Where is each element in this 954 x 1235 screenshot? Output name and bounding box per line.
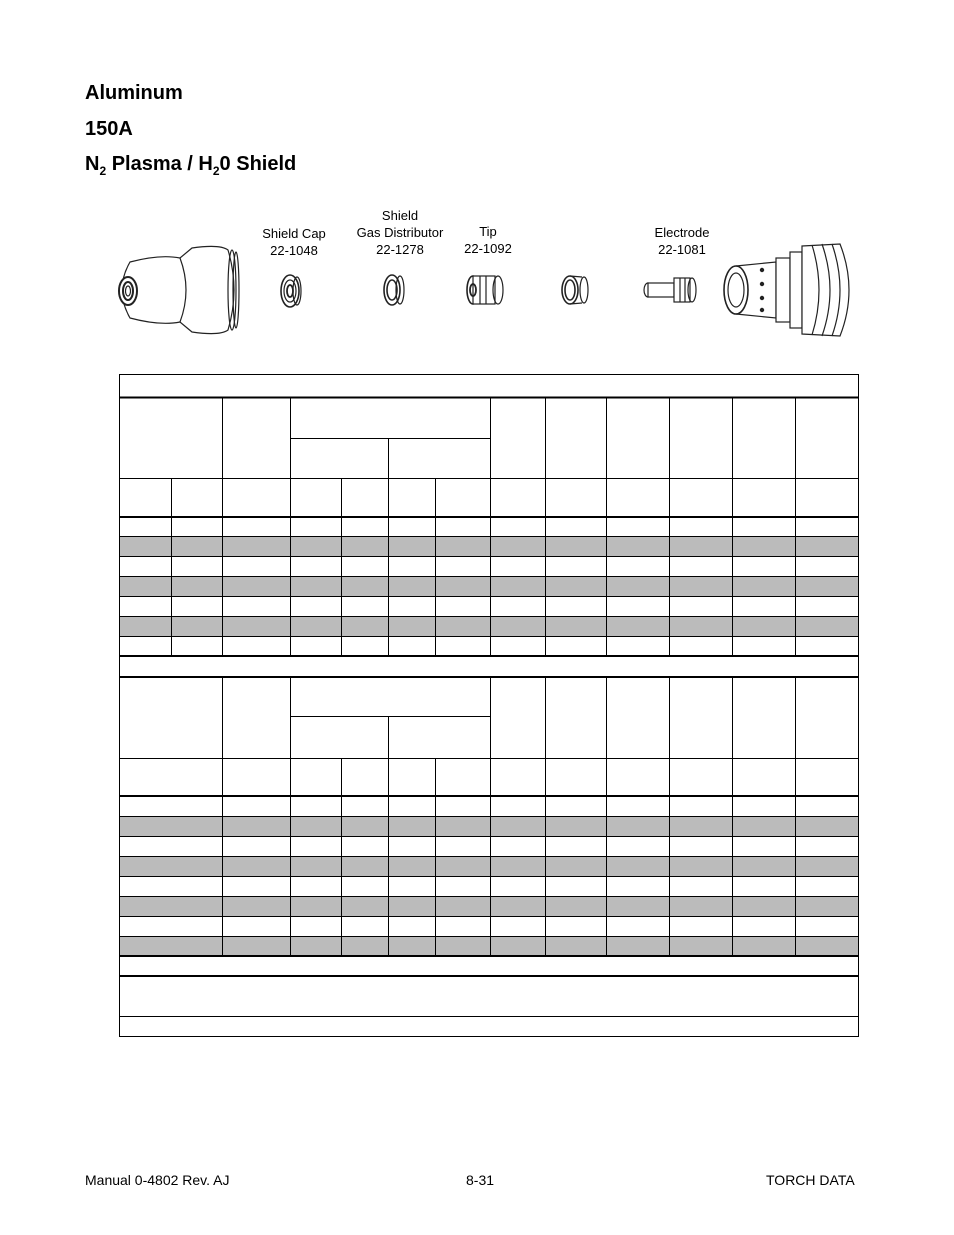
shield-cap-number: 22-1048 [270,243,318,258]
table-shaded-rows [119,537,859,956]
tip-name: Tip [479,224,497,239]
electrode-name: Electrode [654,225,710,240]
material-heading: Aluminum [85,82,183,104]
shield-gas-distributor-number: 22-1278 [376,242,424,257]
shield-gas-distributor-name-1: Shield [381,208,419,223]
shield-gas-distributor-name-2: Gas Distributor [356,225,444,240]
electrode-number: 22-1081 [658,242,706,257]
footer-section: TORCH DATA [766,1172,855,1188]
gas-heading: $N_2$ Plasma / $H_20$ Shield [85,153,297,178]
footer-page-number: 8-31 [466,1172,495,1188]
tip-number: 22-1092 [464,241,512,256]
amperage-heading: 150A [85,118,133,140]
shield-cap-name: Shield Cap [262,226,326,241]
footer-manual: Manual 0-4802 Rev. AJ [85,1172,230,1188]
